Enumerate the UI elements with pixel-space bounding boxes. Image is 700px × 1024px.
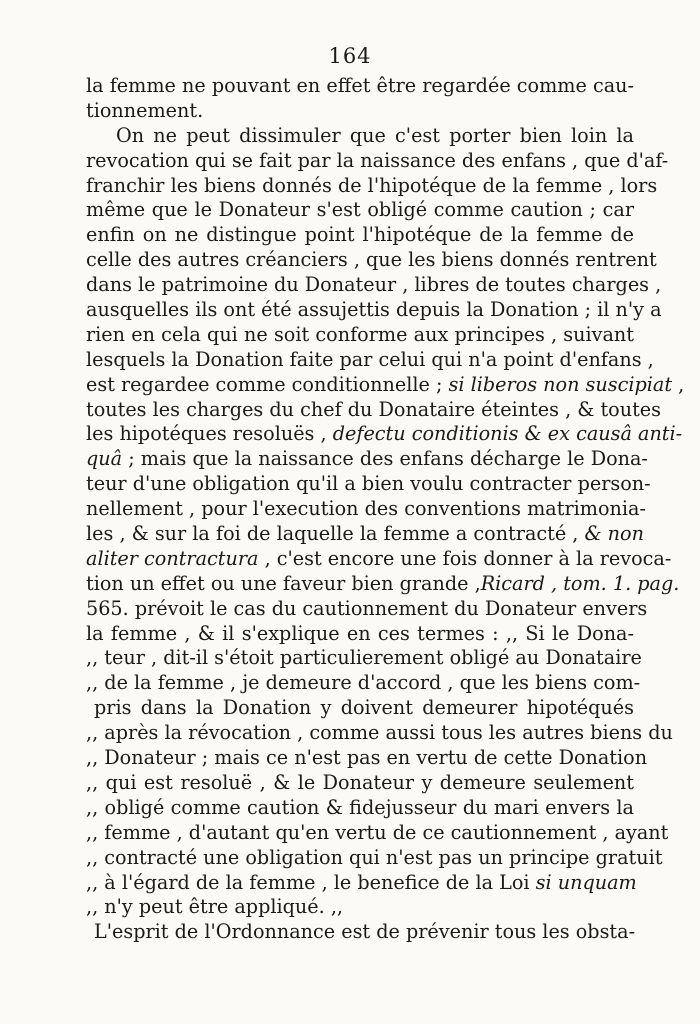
- text-segment: franchir les biens donnés de l'hipotéque de la femme , lors: [86, 173, 658, 197]
- text-segment: tion un effet ou une faveur bien grande ,: [86, 571, 481, 595]
- text-segment: ,, obligé comme caution & fidejusseur du mari envers la: [86, 795, 634, 819]
- text-line: [86, 497, 646, 522]
- text-segment: , c'est encore une fois donner à la revoca-: [258, 546, 672, 570]
- text-segment: revocation qui se fait par la naissance des enfans , que d'af-: [86, 148, 669, 172]
- text-line: [86, 845, 663, 871]
- text-segment: ,, à l'égard de la femme , le benefice de la Loi: [86, 870, 536, 894]
- text-line: [86, 622, 634, 647]
- text-segment: ,, Donateur ; mais ce n'est pas en vertu de cette Donation: [86, 746, 648, 770]
- text-segment: enfin on ne distingue point l'hipotéque de la femme de: [86, 223, 634, 247]
- text-segment: lesquels la Donation faite par celui qui n'a point d'enfans ,: [86, 347, 654, 371]
- text-segment: ,, n'y peut être appliqué. ,,: [86, 895, 344, 919]
- text-line: [86, 347, 654, 373]
- text-line: [86, 173, 658, 199]
- italic-text: si unquam: [535, 870, 637, 894]
- text-line: [86, 870, 637, 896]
- italic-text: Ricard , tom. 1. pag.: [480, 571, 680, 595]
- text-segment: ,, qui est resoluë , & le Donateur y demeure seulement: [86, 770, 634, 794]
- text-segment: la femme , & il s'explique en ces termes : ,, Si le Dona-: [86, 621, 634, 645]
- text-segment: dans le patrimoine du Donateur , libres de toutes charges ,: [86, 273, 662, 297]
- text-segment: pris dans la Donation y doivent demeurer hipotéqués: [94, 696, 634, 720]
- text-line: [86, 99, 634, 124]
- text-line: [86, 124, 634, 149]
- text-line: [86, 696, 634, 721]
- text-line: [86, 746, 648, 771]
- text-segment: ,, de la femme , je demeure d'accord , que les biens com-: [86, 671, 641, 695]
- text-line: [86, 298, 662, 323]
- text-segment: teur d'une obligation qu'il a bien voulu contracter person-: [86, 472, 651, 496]
- text-line: [86, 148, 669, 174]
- text-line: [86, 596, 648, 622]
- text-segment: ,, teur , dit-il s'étoit particulierement obligé au Donataire: [86, 646, 642, 670]
- body-text: [86, 74, 685, 945]
- text-line: [86, 920, 634, 945]
- text-line: [86, 273, 662, 298]
- italic-text: & non: [584, 522, 644, 546]
- text-line: [86, 472, 651, 497]
- text-segment: même que le Donateur s'est obligé comme caution ; car: [86, 198, 634, 222]
- text-segment: les hipotéques resoluës ,: [86, 422, 333, 446]
- text-line: [86, 895, 634, 920]
- text-segment: les , & sur la foi de laquelle la femme a contracté ,: [86, 522, 585, 546]
- text-line: [86, 796, 634, 821]
- text-line: [86, 447, 648, 472]
- text-segment: ,, femme , d'autant qu'en vertu de ce cautionnement , ayant: [86, 820, 669, 844]
- text-segment: est regardee comme conditionnelle ;: [86, 372, 449, 396]
- text-segment: L'esprit de l'Ordonnance est de prévenir tous les obsta-: [94, 920, 636, 944]
- text-segment: ,, après la révocation , comme aussi tous les autres biens du: [86, 721, 673, 745]
- italic-text: quâ: [86, 447, 123, 471]
- text-segment: 565. prévoit le cas du cautionnement du Donateur envers: [86, 596, 648, 620]
- text-line: [86, 820, 669, 846]
- text-segment: la femme ne pouvant en effet être regardée comme cau-: [86, 74, 634, 97]
- text-line: [86, 248, 657, 273]
- text-line: [86, 198, 634, 223]
- text-line: [86, 671, 641, 696]
- italic-text: si liberos non suscipiat: [448, 372, 673, 396]
- text-line: [86, 372, 685, 398]
- text-segment: celle des autres créanciers , que les biens donnés rentrent: [86, 248, 657, 272]
- text-segment: ,, contracté une obligation qui n'est pas un principe gratuit: [86, 845, 663, 869]
- text-line: [86, 522, 644, 547]
- page-number: 164: [328, 44, 372, 68]
- italic-text: aliter contractura: [86, 546, 259, 570]
- text-line: [86, 546, 672, 572]
- text-segment: On ne peut dissimuler que c'est porter bien loin la: [116, 123, 634, 147]
- text-line: [86, 771, 634, 796]
- text-line: [86, 397, 661, 423]
- text-segment: rien en cela qui ne soit conforme aux principes , suivant: [86, 322, 634, 346]
- text-line: [86, 323, 634, 348]
- text-segment: toutes les charges du chef du Donataire éteintes , & toutes: [86, 397, 661, 421]
- text-line: [86, 74, 634, 99]
- text-segment: ; mais que la naissance des enfans décharge le Dona-: [122, 447, 648, 471]
- text-line: [86, 223, 634, 248]
- italic-text: defectu conditionis & ex causâ anti-: [332, 422, 683, 446]
- text-segment: ,: [672, 372, 685, 396]
- text-line: [86, 721, 673, 746]
- text-segment: ausquelles ils ont été assujettis depuis la Donation ; il n'y a: [86, 298, 662, 322]
- text-line: [86, 646, 642, 671]
- text-segment: nellement , pour l'execution des conventions matrimonia-: [86, 497, 646, 521]
- text-line: [86, 422, 683, 447]
- text-segment: tionnement.: [86, 98, 204, 122]
- text-line: [86, 571, 680, 597]
